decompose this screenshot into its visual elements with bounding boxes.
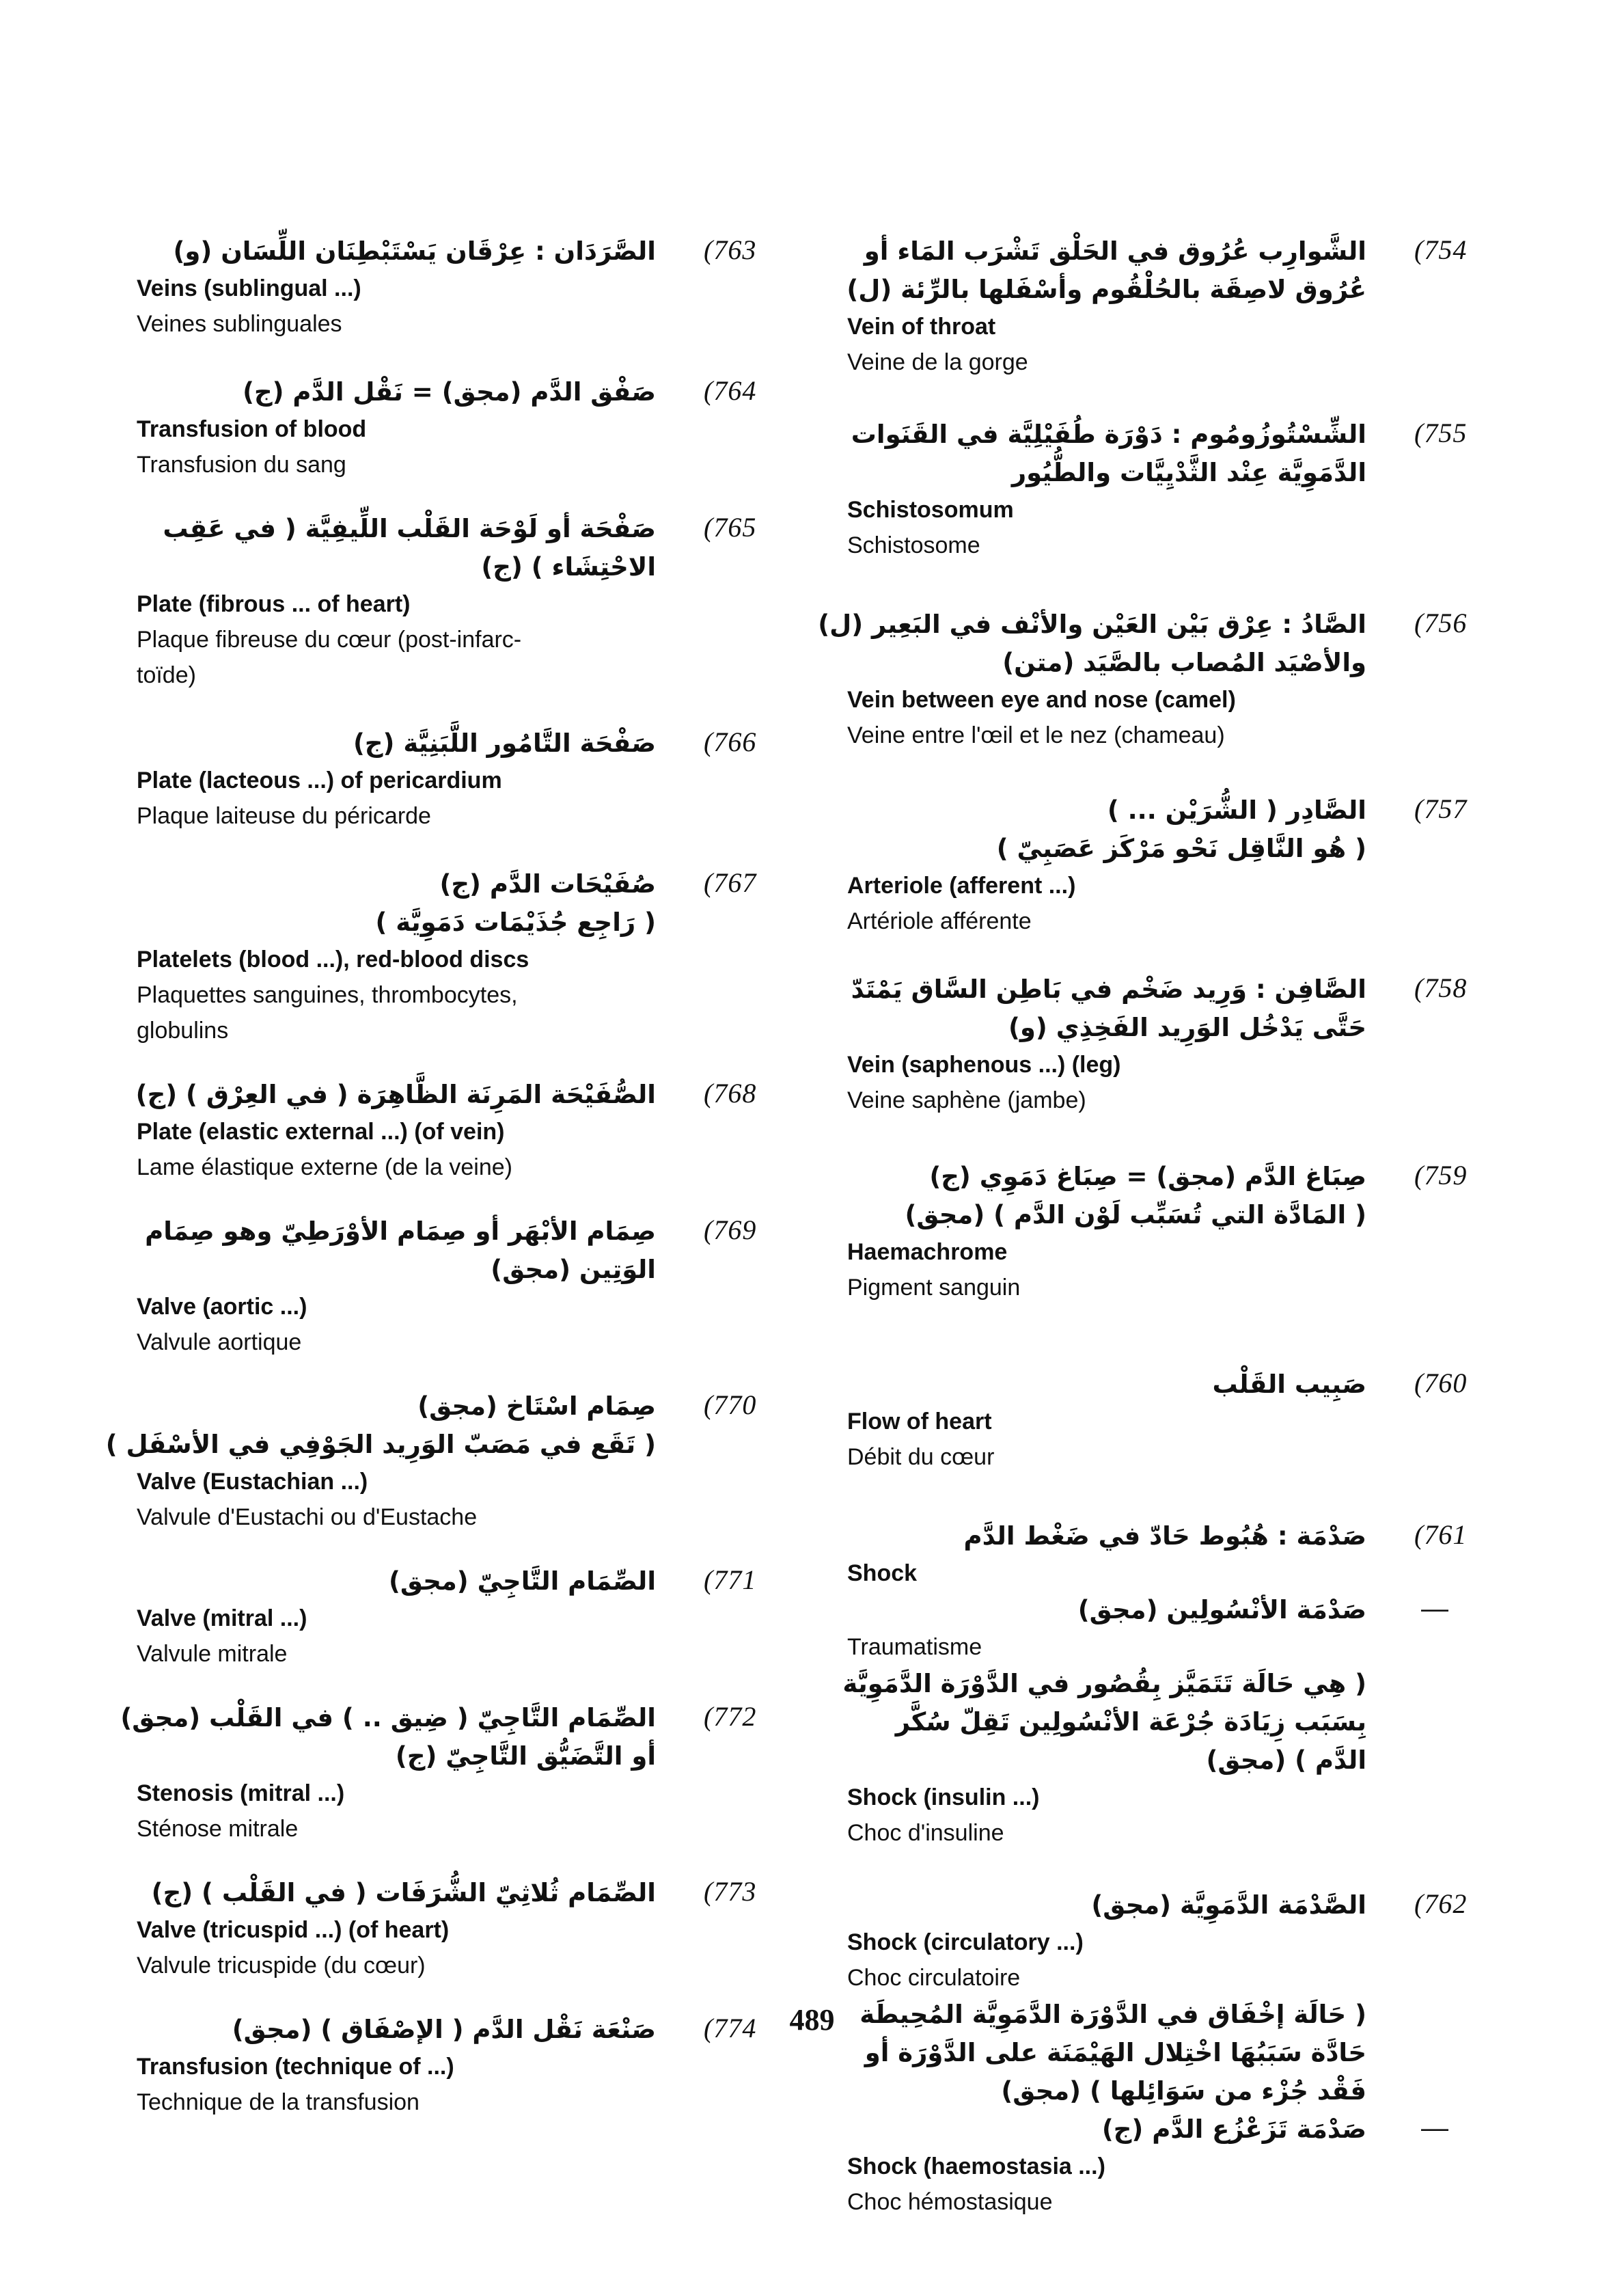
- entry-number: (774: [704, 2013, 757, 2043]
- arabic-term: ( رَاجِع جُذَيْمَات دَمَوِيَّة ): [375, 908, 656, 937]
- arabic-term: صَدْمَة الأنْسُولِين (مجق): [1077, 1595, 1366, 1624]
- french-term: Transfusion du sang: [137, 452, 346, 478]
- arabic-term: صَفْحَة التَّامُور اللَّبَنِيَّة (ج): [353, 729, 656, 758]
- english-term: Shock: [847, 1560, 918, 1586]
- arabic-term: الشِّسْتُوزُومُوم : دَوْرَة طُفَيْلِيَّة في القَنَوات: [851, 420, 1366, 449]
- french-term: Lame élastique externe (de la veine): [137, 1154, 512, 1180]
- arabic-term: ( المَادَّة التي تُسَبِّب لَوْن الدَّم ) (مجق): [905, 1200, 1366, 1229]
- entry-number: (773: [704, 1876, 757, 1907]
- english-term: Plate (lacteous ...) of pericardium: [137, 767, 502, 793]
- arabic-term: صَدْمَة تَزَعْزُع الدَّم (ج): [1101, 2115, 1366, 2144]
- dictionary-entry: [847, 1886, 1551, 2220]
- french-term: Veine de la gorge: [847, 349, 1028, 375]
- dictionary-entry: [120, 1699, 840, 1847]
- dictionary-entry: [818, 606, 1551, 753]
- entry-number: (763: [704, 234, 757, 265]
- right-column: [105, 232, 840, 2120]
- english-term: Arteriole (afferent ...): [847, 873, 1076, 899]
- entry-number: (760: [1414, 1368, 1468, 1398]
- arabic-term: الصِّمَام التَّاجِيّ (مجق): [388, 1566, 656, 1596]
- french-term: Plaque fibreuse du cœur (post-infarc- toïde): [137, 627, 522, 688]
- page-number: 489: [789, 2003, 835, 2037]
- dictionary-entry: [137, 510, 840, 693]
- french-term: Veine saphène (jambe): [847, 1087, 1086, 1113]
- english-term: Haemachrome: [847, 1239, 1008, 1265]
- french-term: Choc hémostasique: [847, 2189, 1053, 2215]
- arabic-definition: ( حَالَة إخْفَاق في الدَّوْرَة الدَّمَوِيَّة المُحِيطَة: [859, 2000, 1366, 2029]
- english-term: Shock (haemostasia ...): [847, 2153, 1105, 2179]
- arabic-term: الوَتِين (مجق): [491, 1255, 656, 1284]
- french-term: Artériole afférente: [847, 908, 1032, 934]
- dictionary-entry: [137, 724, 840, 834]
- arabic-term: الصَّادُ : عِرْق بَيْن العَيْن والأنْف في البَعِير (ل): [818, 610, 1366, 639]
- arabic-definition: حَادَّة سَبَبُهَا اخْتِلال الهَيْمَنَة على الدَّوْرَة أو: [864, 2038, 1366, 2067]
- french-term: Valvule mitrale: [137, 1641, 288, 1667]
- french-term: Plaquettes sanguines, thrombocytes, globulins: [137, 982, 518, 1044]
- dictionary-entry: [847, 791, 1551, 939]
- entry-number: (758: [1414, 973, 1468, 1003]
- dictionary-entry: [137, 232, 840, 342]
- arabic-term: الصُّفَيْحَة المَرِنَة الظَّاهِرَة ( في العِرْق ) (ج): [135, 1080, 656, 1109]
- english-term: Shock (insulin ...): [847, 1784, 1040, 1810]
- dictionary-entry: [137, 1562, 840, 1672]
- dictionary-entry: [847, 1365, 1551, 1475]
- entry-number: (769: [704, 1214, 757, 1245]
- entry-number: (759: [1414, 1160, 1468, 1191]
- arabic-term: صَبِيب القَلْب: [1212, 1370, 1366, 1399]
- dictionary-entry: [137, 1076, 840, 1185]
- english-term: Transfusion (technique of ...): [137, 2054, 454, 2080]
- entry-number: (770: [704, 1389, 757, 1420]
- arabic-term: صُفَيْحَات الدَّم (ج): [439, 869, 656, 899]
- english-term: Valve (Eustachian ...): [137, 1469, 368, 1495]
- arabic-term: الصِّمَام التَّاجِيّ ( ضِيق .. ) في القَلْب (مجق): [120, 1703, 656, 1732]
- english-term: Valve (mitral ...): [137, 1605, 307, 1631]
- sub-entry: [847, 2110, 1551, 2149]
- french-term: Veines sublinguales: [137, 311, 342, 337]
- dictionary-entry: [105, 1387, 840, 1535]
- french-term: Valvule aortique: [137, 1329, 302, 1355]
- arabic-term: ( تَقَع في مَصَبّ الوَرِيد الجَوْفِي في الأسْفَل ): [105, 1430, 656, 1459]
- arabic-term: عُرُوق لاصِقَة بالحُلْقُوم وأسْفَلها بالرِّئة (ل): [847, 275, 1366, 304]
- arabic-term: الصَّادِر ( الشُّرَيْن ... ): [1107, 796, 1366, 825]
- french-term: Sténose mitrale: [137, 1816, 299, 1842]
- entry-number: (765: [704, 512, 757, 543]
- arabic-term: ( هُو النَّاقِل نَحْو مَرْكَز عَصَبِيّ ): [996, 834, 1366, 863]
- arabic-term: حَتَّى يَدْخُل الوَرِيد الفَخِذِي (و): [1008, 1013, 1366, 1042]
- arabic-term: الصَّرَدَان : عِرْقَان يَسْتَبْطِنَان اللِّسَان (و): [173, 236, 656, 266]
- english-term: Valve (tricuspid ...) (of heart): [137, 1917, 450, 1943]
- entry-number: (762: [1414, 1888, 1468, 1919]
- arabic-term: صَفْق الدَّم (مجق) = نَقْل الدَّم (ج): [243, 377, 656, 407]
- entry-number: (757: [1414, 793, 1468, 824]
- entry-number: (766: [704, 726, 757, 757]
- french-term: Schistosome: [847, 532, 980, 558]
- entry-number: (756: [1414, 608, 1468, 638]
- arabic-term: صِمَام اسْتَاخ (مجق): [417, 1391, 656, 1421]
- entry-number: (764: [704, 375, 757, 406]
- english-term: Platelets (blood ...), red-blood discs: [137, 947, 529, 973]
- french-term: Choc circulatoire: [847, 1965, 1021, 1991]
- entry-number: (772: [704, 1701, 757, 1732]
- french-term: Veine entre l'œil et le nez (chameau): [847, 722, 1225, 748]
- english-term: Valve (aortic ...): [137, 1294, 307, 1320]
- english-term: Shock (circulatory ...): [847, 1929, 1084, 1955]
- arabic-term: الصِّمَام ثُلاثِيّ الشُّرَفَات ( في القَلْب ) (ج): [151, 1878, 656, 1907]
- arabic-term: الشَّوارِب عُرُوق في الحَلْق تَشْرَب المَاء أو: [864, 236, 1366, 266]
- arabic-term: الصَّدْمَة الدَّمَوِيَّة (مجق): [1091, 1890, 1366, 1920]
- dictionary-entry: [137, 865, 840, 1048]
- entry-number: (755: [1414, 418, 1468, 448]
- sub-entry-dash: —: [1421, 1594, 1448, 1624]
- dictionary-entry: [847, 1158, 1551, 1305]
- french-term: Pigment sanguin: [847, 1275, 1021, 1301]
- french-term: Technique de la transfusion: [137, 2089, 419, 2115]
- sub-entry-dash: —: [1421, 2113, 1448, 2143]
- dictionary-entry: [847, 970, 1551, 1118]
- french-term: Plaque laiteuse du péricarde: [137, 803, 431, 829]
- arabic-term: صِمَام الأبْهَر أو صِمَام الأوْرَطِيّ وهو صِمَام: [145, 1216, 656, 1246]
- english-term: Flow of heart: [847, 1409, 992, 1435]
- english-term: Veins (sublingual ...): [137, 275, 361, 301]
- english-term: Plate (elastic external ...) (of vein): [137, 1119, 505, 1145]
- arabic-term: الاحْتِشَاء ) (ج): [481, 552, 656, 582]
- left-column: [818, 232, 1551, 2220]
- english-term: Vein (saphenous ...) (leg): [847, 1052, 1121, 1078]
- french-term: Valvule d'Eustachi ou d'Eustache: [137, 1504, 478, 1530]
- arabic-definition: الدَّم ) (مجق): [1206, 1745, 1366, 1775]
- french-term: Traumatisme: [847, 1634, 982, 1660]
- entry-number: (768: [704, 1078, 757, 1109]
- dictionary-entry: [137, 1212, 840, 1360]
- french-term: Choc d'insuline: [847, 1820, 1004, 1846]
- arabic-term: أو التَّضَيُّق التَّاجِيّ (ج): [395, 1741, 656, 1771]
- arabic-term: الدَّمَوِيَّة عِنْد الثَّدْيِيَّات والطُّيُور: [1011, 458, 1366, 487]
- english-term: Vein of throat: [847, 314, 996, 340]
- arabic-term: صَدْمَة : هُبُوط حَادّ في ضَغْط الدَّم: [963, 1521, 1366, 1551]
- entry-number: (761: [1414, 1519, 1468, 1550]
- arabic-term: صَنْعَة نَقْل الدَّم ( الإصْفَاق ) (مجق): [232, 2015, 656, 2044]
- arabic-definition: فَقْد جُزْء من سَوَائِلها ) (مجق): [1001, 2076, 1366, 2106]
- english-term: Plate (fibrous ... of heart): [137, 591, 411, 617]
- english-term: Transfusion of blood: [137, 416, 367, 442]
- entry-number: (767: [704, 867, 757, 898]
- arabic-term: صِبَاغ الدَّم (مجق) = صِبَاغ دَمَوِي (ج): [929, 1162, 1366, 1191]
- dictionary-entry: [847, 416, 1551, 563]
- arabic-definition: بِسَبَب زِيَادَة جُرْعَة الأنْسُولِين تَقِلّ سُكَّر: [895, 1707, 1366, 1737]
- french-term: Valvule tricuspide (du cœur): [137, 1953, 426, 1979]
- english-term: Stenosis (mitral ...): [137, 1780, 345, 1806]
- english-term: Vein between eye and nose (camel): [847, 687, 1236, 713]
- english-term: Schistosomum: [847, 497, 1014, 523]
- arabic-term: الصَّافِن : وَرِيد ضَخْم في بَاطِن السَّاق يَمْتَدّ: [851, 975, 1366, 1004]
- arabic-definition: ( هِي حَالَة تَتَمَيَّز بِقُصُور في الدَّوْرَة الدَّمَوِيَّة: [842, 1669, 1366, 1698]
- arabic-term: والأصْيَد المُصاب بالصَّيَد (متن): [1002, 648, 1366, 677]
- dictionary-entry: [137, 373, 840, 482]
- dictionary-entry: [847, 232, 1551, 380]
- arabic-term: صَفْحَة أو لَوْحَة القَلْب اللِّيفِيَّة ( في عَقِب: [163, 514, 656, 543]
- dictionary-entry: [842, 1517, 1551, 1851]
- entry-number: (771: [704, 1564, 757, 1595]
- entry-number: (754: [1414, 234, 1468, 265]
- sub-entry: [847, 1591, 1551, 1629]
- french-term: Débit du cœur: [847, 1444, 995, 1470]
- dictionary-entry: [137, 1874, 840, 1983]
